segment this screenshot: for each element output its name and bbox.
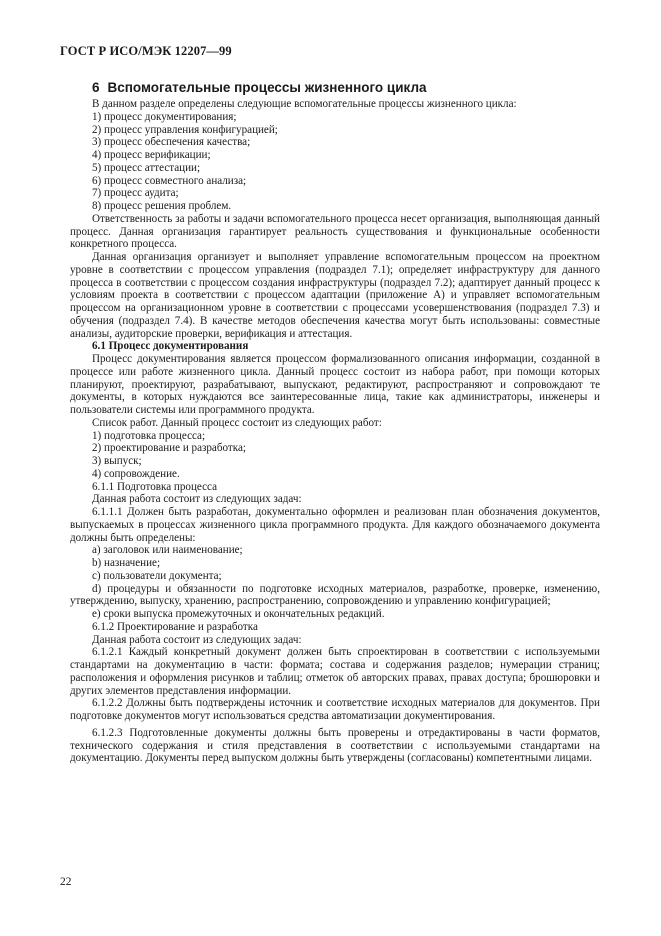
list-item: 3) выпуск; (92, 455, 142, 467)
section-heading (92, 80, 427, 95)
works-intro: Список работ. Данный процесс состоит из следующих работ: (92, 416, 382, 429)
list-item: 3) процесс обеспечения качества; (92, 136, 251, 149)
document-body (70, 98, 600, 765)
list-item: 4) сопровождение. (92, 467, 180, 480)
section-title: Вспомогательные процессы жизненного цикла (107, 80, 427, 95)
list-item: 8) процесс решения проблем. (92, 200, 232, 212)
doc-items-list (70, 544, 600, 621)
heading-6-1-2: 6.1.2 Проектирование и разработка (92, 620, 258, 633)
list-item: 2) процесс управления конфигурацией; (92, 123, 278, 136)
list-item: e) сроки выпуска промежуточных и окончательных редакций. (92, 608, 385, 620)
list-item: b) назначение; (92, 557, 161, 569)
responsibility-text: Ответственность за работы и задачи вспомогательного процесса несет организация, выполняющая данный процесс. Данная организация гарантирует реальность существования и функциональные особенности конкретного процесса. (70, 212, 600, 251)
list-item: d) процедуры и обязанности по подготовке исходных материалов, разработке, проверке, изменению, утверждению, выпуску, хранению, распространению, сопровождению и управлению конфигурацией; (70, 582, 600, 608)
paragraph-6-1-2-1: 6.1.2.1 Каждый конкретный документ должен быть спроектирован в соответствии с используемыми стандартами на документацию в части: формата; состава и содержания разделов; нумерации страниц; расположения и оформления рисунков и таблиц; отметок об авторских правах, правах доступа; брошюровки и других элементов представления информации. (70, 646, 600, 697)
paragraph-6-1-2-3: 6.1.2.3 Подготовленные документы должны быть проверены и отредактированы в части форматов, технического содержания и стиля представления в соответствии с используемыми стандартами на документацию. Документы перед выпуском должны быть утверждены (согласованы) компетентными лицами. (70, 726, 600, 765)
section-number: 6 (92, 80, 100, 95)
tasks-intro-2: Данная работа состоит из следующих задач: (92, 633, 302, 646)
process-list (92, 111, 600, 213)
list-item: 1) процесс документирования; (92, 110, 237, 123)
paragraph-6-1: Процесс документирования является процессом формализованного описания информации, созданной в процессе или работе жизненного цикла. Данный процесс состоит из набора работ, при помощи которых планируют, проектируют, разрабатывают, выпускают, редактируют, распространяют и сопровождают те документы, в которых нуждаются все заинтересованные лица, такие как администраторы, инженеры и пользователи системы или программного продукта. (70, 353, 600, 416)
page-number: 22 (60, 876, 72, 888)
subsection-6-1-title: 6.1 Процесс документирования (92, 340, 249, 353)
paragraph-6-1-2-2: 6.1.2.2 Должны быть подтверждены источник и соответствие исходных материалов для документов. При подготовке документов могут использоваться средства автоматизации документирования. (70, 697, 600, 722)
responsibility-paragraph (70, 213, 600, 251)
list-item: 2) проектирование и разработка; (92, 442, 246, 455)
list-item: a) заголовок или наименование; (92, 544, 243, 557)
list-item: 5) процесс аттестации; (92, 161, 201, 174)
intro-paragraph: В данном разделе определены следующие вспомогательные процессы жизненного цикла: (92, 98, 517, 110)
list-item: c) пользователи документа; (92, 569, 222, 582)
paragraph-6-1-1-1: 6.1.1.1 Должен быть разработан, документально оформлен и реализован план обозначения документов, выпускаемых в процессах жизненного цикла программного продукта. Для каждого обозначаемого документа должны быть определены: (70, 506, 600, 544)
works-list (92, 430, 600, 481)
list-item: 1) подготовка процесса; (92, 429, 206, 442)
list-item: 4) процесс верификации; (92, 149, 211, 161)
tasks-intro-1: Данная работа состоит из следующих задач: (92, 493, 302, 506)
heading-6-1-1: 6.1.1 Подготовка процесса (92, 480, 217, 493)
document-header: ГОСТ Р ИСО/МЭК 12207—99 (60, 44, 232, 58)
list-item: 7) процесс аудита; (92, 187, 179, 200)
organization-paragraph: Данная организация организует и выполняет управление вспомогательным процессом на проектном уровне в соответствии с процессом управления (подраздел 7.1); определяет инфраструктуру для данного процесса в соответствии с процессом создания инфраструктуры (подраздел 7.2); адаптирует данный процесс к условиям проекта в соответствии с процессом адаптации (приложение А) и управляет вспомогательным процессом на организационном уровне в соответствии с процессами усовершенствования (подраздел 7.3) и обучения (подраздел 7.4). В качестве методов обеспечения качества могут быть использованы: совместные анализы, аудиторские проверки, верификация и аттестация. (70, 251, 600, 340)
list-item: 6) процесс совместного анализа; (92, 174, 247, 187)
